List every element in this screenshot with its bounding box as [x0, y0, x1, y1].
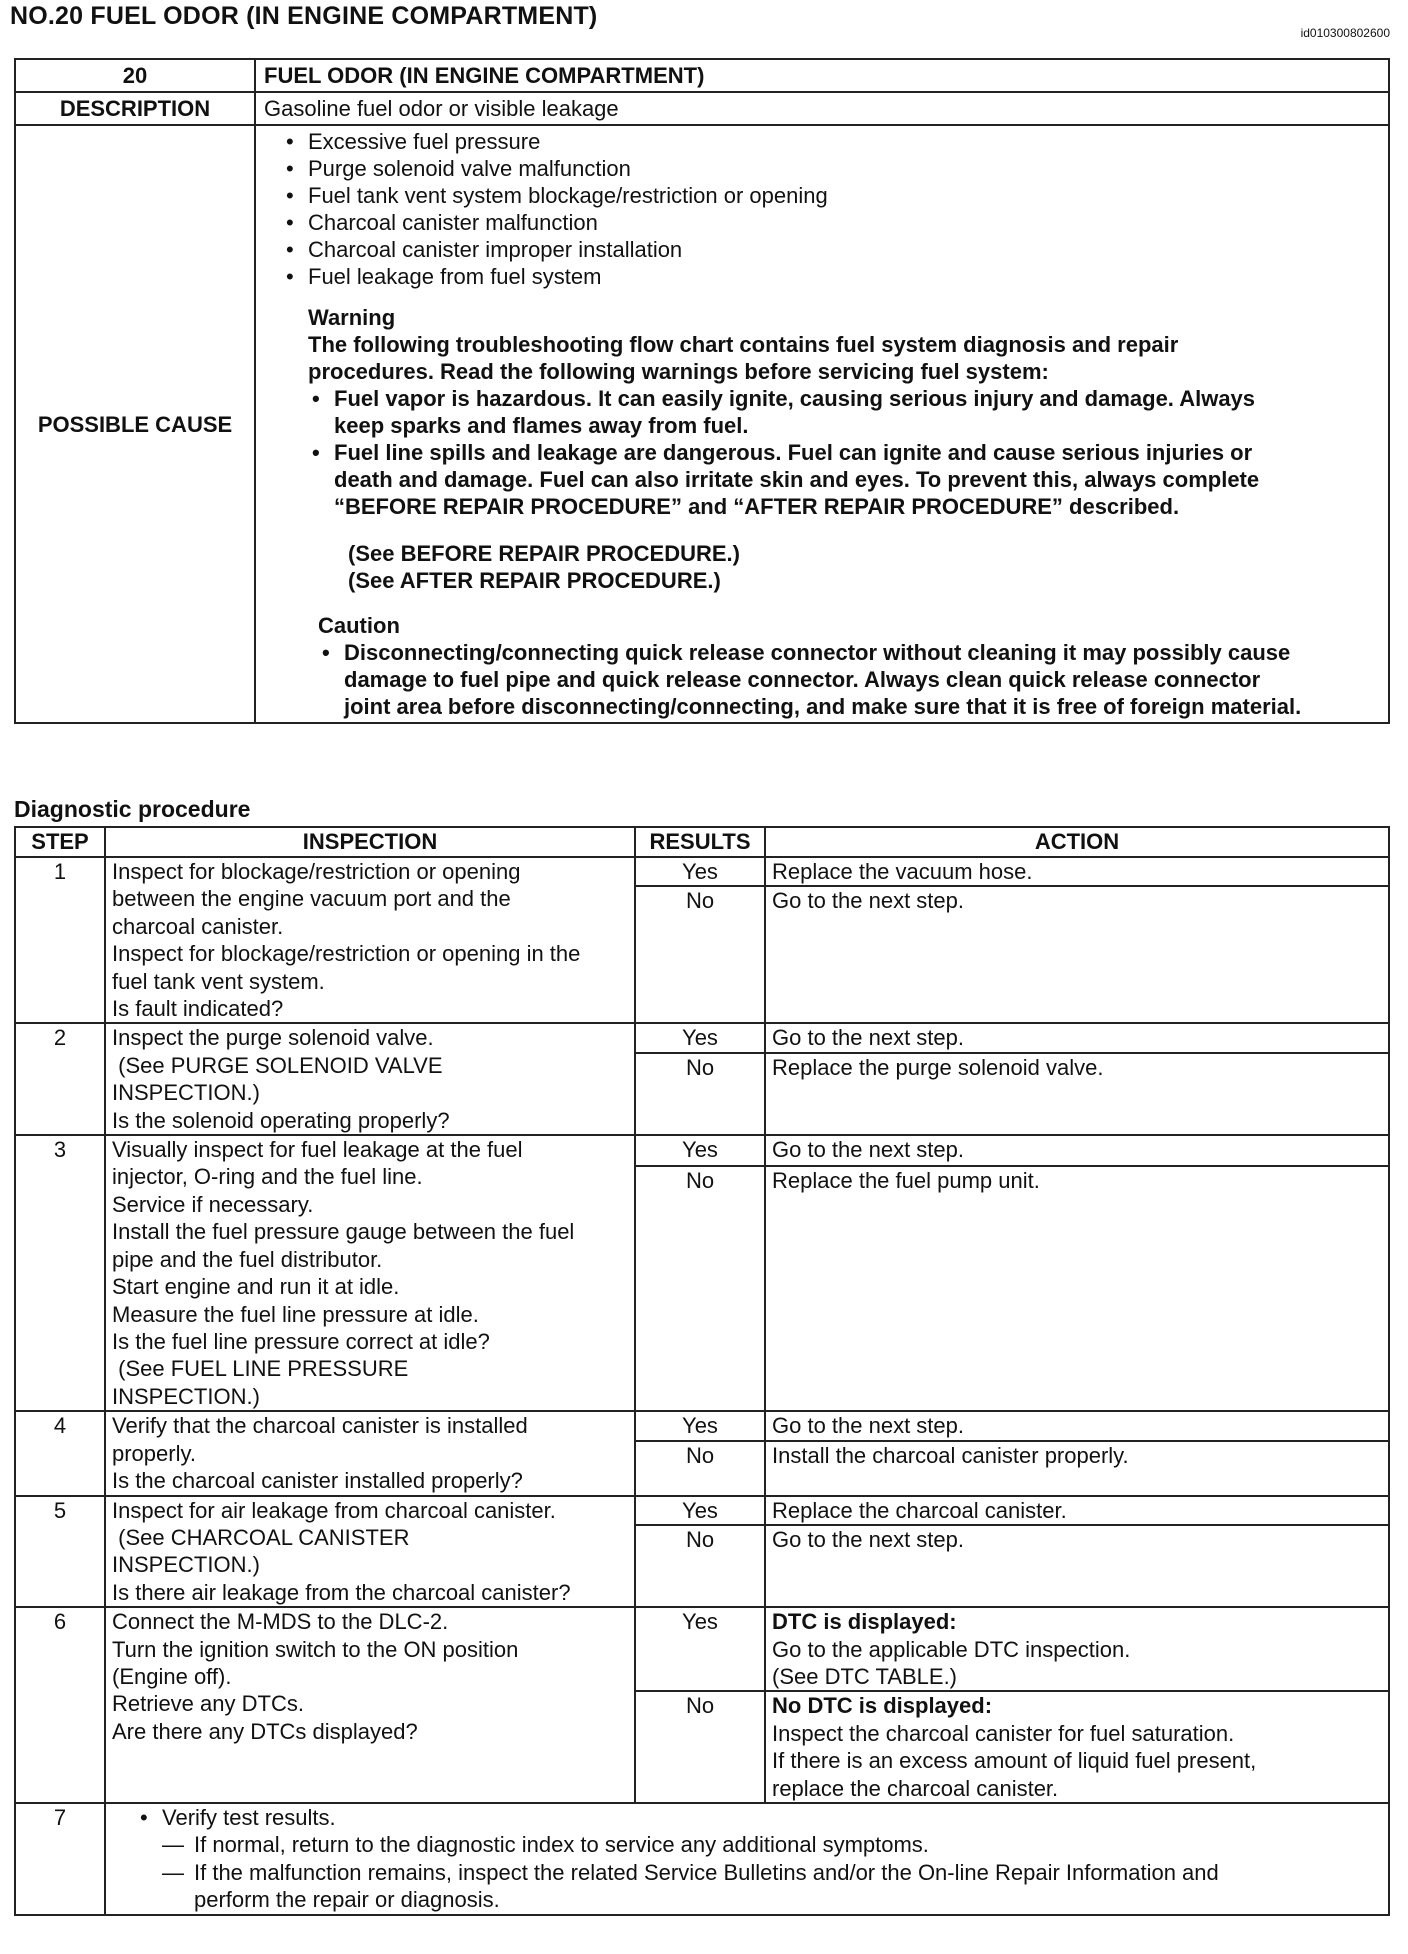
action-line: If there is an excess amount of liquid fuel present, — [772, 1748, 1257, 1774]
inspection-line: Visually inspect for fuel leakage at the fuel — [112, 1137, 523, 1163]
inspection-line: (See PURGE SOLENOID VALVE — [112, 1052, 443, 1078]
list-item: • Charcoal canister malfunction — [282, 209, 1380, 236]
inspection-line: charcoal canister. — [112, 913, 284, 939]
table-row — [15, 1135, 1389, 1166]
action-line: replace the charcoal canister. — [772, 1775, 1059, 1801]
warning-intro-line: procedures. Read the following warnings before servicing fuel system: — [308, 359, 1049, 384]
step-number: 2 — [15, 1023, 105, 1135]
action-cell: Replace the charcoal canister. — [765, 1496, 1389, 1526]
final-line: • Verify test results. — [132, 1804, 1382, 1831]
inspection-cell — [105, 1023, 635, 1135]
inspection-line: Inspect for air leakage from charcoal canister. — [112, 1497, 556, 1523]
inspection-line: Retrieve any DTCs. — [112, 1691, 304, 1717]
action-cell: Go to the next step. — [765, 1411, 1389, 1440]
table-row — [15, 1607, 1389, 1691]
result-yes: Yes — [635, 1496, 765, 1526]
list-item: • Fuel tank vent system blockage/restriction or opening — [282, 182, 1380, 209]
step-number: 4 — [15, 1411, 105, 1495]
inspection-line: Is the charcoal canister installed properly? — [112, 1467, 523, 1493]
list-item: • Charcoal canister improper installation — [282, 236, 1380, 263]
inspection-cell — [105, 1135, 635, 1411]
list-item — [318, 639, 1380, 720]
action-heading: DTC is displayed: — [772, 1609, 957, 1635]
inspection-line: Inspect for blockage/restriction or opening in the — [112, 941, 581, 967]
cause-list — [264, 128, 1380, 290]
action-cell — [765, 1691, 1389, 1803]
result-yes: Yes — [635, 1411, 765, 1440]
symptom-info-table — [14, 58, 1390, 724]
caution-list — [318, 639, 1380, 720]
inspection-line: Install the fuel pressure gauge between the fuel — [112, 1219, 575, 1245]
inspection-line: Inspect the purge solenoid valve. — [112, 1025, 434, 1051]
result-yes: Yes — [635, 1607, 765, 1691]
result-yes: Yes — [635, 857, 765, 886]
column-header-results: RESULTS — [635, 827, 765, 857]
inspection-line: fuel tank vent system. — [112, 968, 325, 994]
warning-line: death and damage. Fuel can also irritate skin and eyes. To prevent this, always complete — [334, 467, 1260, 492]
caution-heading: Caution — [318, 613, 400, 638]
description-label: DESCRIPTION — [15, 92, 255, 125]
inspection-line: between the engine vacuum port and the — [112, 886, 511, 912]
inspection-cell — [105, 1496, 635, 1608]
column-header-inspection: INSPECTION — [105, 827, 635, 857]
action-cell: Go to the next step. — [765, 886, 1389, 1023]
symptom-number: 20 — [15, 59, 255, 92]
list-item — [308, 385, 1380, 439]
symptom-name: FUEL ODOR (IN ENGINE COMPARTMENT) — [255, 59, 1389, 92]
description-text: Gasoline fuel odor or visible leakage — [255, 92, 1389, 125]
result-yes: Yes — [635, 1135, 765, 1166]
caution-line: • Disconnecting/connecting quick release connector without cleaning it may possibly cause — [344, 640, 1291, 665]
result-no: No — [635, 1166, 765, 1411]
inspection-cell — [105, 857, 635, 1023]
see-before-repair-link[interactable]: (See BEFORE REPAIR PROCEDURE.) — [348, 541, 740, 566]
inspection-cell — [105, 1411, 635, 1495]
inspection-line: Start engine and run it at idle. — [112, 1274, 400, 1300]
inspection-line: Turn the ignition switch to the ON position — [112, 1636, 519, 1662]
table-row — [15, 1803, 1389, 1915]
inspection-line: (Engine off). — [112, 1663, 232, 1689]
action-cell: Go to the next step. — [765, 1525, 1389, 1607]
action-cell: Replace the vacuum hose. — [765, 857, 1389, 886]
inspection-line: (See FUEL LINE PRESSURE — [112, 1356, 409, 1382]
caution-block — [264, 639, 1380, 720]
final-step-cell — [105, 1803, 1389, 1915]
action-line: (See DTC TABLE.) — [772, 1663, 958, 1689]
action-cell — [765, 1607, 1389, 1691]
inspection-line: Service if necessary. — [112, 1191, 314, 1217]
possible-cause-label: POSSIBLE CAUSE — [15, 125, 255, 723]
table-row — [15, 1411, 1389, 1440]
final-line: perform the repair or diagnosis. — [194, 1887, 500, 1913]
warning-line: • Fuel line spills and leakage are dangerous. Fuel can ignite and cause serious injuries or — [334, 440, 1253, 465]
step-number: 6 — [15, 1607, 105, 1803]
inspection-line: Is the solenoid operating properly? — [112, 1107, 450, 1133]
final-line: — If the malfunction remains, inspect the related Service Bulletins and/or the On-line Repair Information and — [132, 1859, 1382, 1886]
inspection-line: Are there any DTCs displayed? — [112, 1718, 418, 1744]
see-references — [308, 540, 1380, 594]
inspection-line: (See CHARCOAL CANISTER — [112, 1524, 410, 1550]
action-line: Go to the applicable DTC inspection. — [772, 1636, 1131, 1662]
step-number: 7 — [15, 1803, 105, 1915]
inspection-line: Is there air leakage from the charcoal canister? — [112, 1579, 571, 1605]
result-no: No — [635, 886, 765, 1023]
inspection-line: Verify that the charcoal canister is installed — [112, 1413, 528, 1439]
table-row — [15, 1023, 1389, 1053]
table-row — [15, 125, 1389, 723]
step-number: 1 — [15, 857, 105, 1023]
action-cell: Replace the purge solenoid valve. — [765, 1053, 1389, 1135]
warning-block — [264, 304, 1380, 594]
warning-heading: Warning — [308, 305, 396, 330]
warning-line: “BEFORE REPAIR PROCEDURE” and “AFTER REPAIR PROCEDURE” described. — [334, 494, 1180, 519]
diagnostic-table — [14, 826, 1390, 1916]
inspection-line: Is the fuel line pressure correct at idle? — [112, 1328, 490, 1354]
document-id: id010300802600 — [1300, 26, 1390, 40]
see-after-repair-link[interactable]: (See AFTER REPAIR PROCEDURE.) — [348, 568, 721, 593]
table-row — [15, 59, 1389, 92]
table-row — [15, 92, 1389, 125]
diagnostic-title: Diagnostic procedure — [14, 796, 251, 822]
caution-line: joint area before disconnecting/connecting, and make sure that it is free of foreign material. — [344, 694, 1302, 719]
warning-intro-line: The following troubleshooting flow chart contains fuel system diagnosis and repair — [308, 332, 1179, 357]
inspection-line: INSPECTION.) — [112, 1552, 260, 1578]
inspection-line: pipe and the fuel distributor. — [112, 1246, 383, 1272]
list-item — [308, 439, 1380, 520]
warning-line: • Fuel vapor is hazardous. It can easily ignite, causing serious injury and damage. Always — [334, 386, 1256, 411]
result-no: No — [635, 1053, 765, 1135]
possible-cause-content — [255, 125, 1389, 723]
inspection-line: Connect the M-MDS to the DLC-2. — [112, 1609, 449, 1635]
result-yes: Yes — [635, 1023, 765, 1053]
inspection-line: Measure the fuel line pressure at idle. — [112, 1301, 479, 1327]
action-cell: Go to the next step. — [765, 1135, 1389, 1166]
final-line: — If normal, return to the diagnostic index to service any additional symptoms. — [132, 1831, 1382, 1858]
list-item: • Purge solenoid valve malfunction — [282, 155, 1380, 182]
action-line: Inspect the charcoal canister for fuel saturation. — [772, 1720, 1235, 1746]
inspection-cell — [105, 1607, 635, 1803]
list-item: • Fuel leakage from fuel system — [282, 263, 1380, 290]
action-cell: Replace the fuel pump unit. — [765, 1166, 1389, 1411]
inspection-line: Is fault indicated? — [112, 996, 284, 1022]
page-title: NO.20 FUEL ODOR (IN ENGINE COMPARTMENT) — [10, 2, 598, 30]
table-header-row — [15, 827, 1389, 857]
table-row — [15, 1496, 1389, 1526]
inspection-line: INSPECTION.) — [112, 1080, 260, 1106]
step-number: 5 — [15, 1496, 105, 1608]
result-no: No — [635, 1441, 765, 1496]
action-cell: Install the charcoal canister properly. — [765, 1441, 1389, 1496]
inspection-line: INSPECTION.) — [112, 1383, 260, 1409]
caution-line: damage to fuel pipe and quick release connector. Always clean quick release connector — [344, 667, 1261, 692]
action-heading: No DTC is displayed: — [772, 1693, 993, 1719]
result-no: No — [635, 1525, 765, 1607]
column-header-step: STEP — [15, 827, 105, 857]
inspection-line: properly. — [112, 1440, 196, 1466]
inspection-line: injector, O-ring and the fuel line. — [112, 1164, 423, 1190]
warning-line: keep sparks and flames away from fuel. — [334, 413, 749, 438]
step-number: 3 — [15, 1135, 105, 1411]
warning-list — [308, 385, 1380, 520]
table-row — [15, 857, 1389, 886]
inspection-line: Inspect for blockage/restriction or opening — [112, 859, 521, 884]
list-item: • Excessive fuel pressure — [282, 128, 1380, 155]
result-no: No — [635, 1691, 765, 1803]
column-header-action: ACTION — [765, 827, 1389, 857]
action-cell: Go to the next step. — [765, 1023, 1389, 1053]
